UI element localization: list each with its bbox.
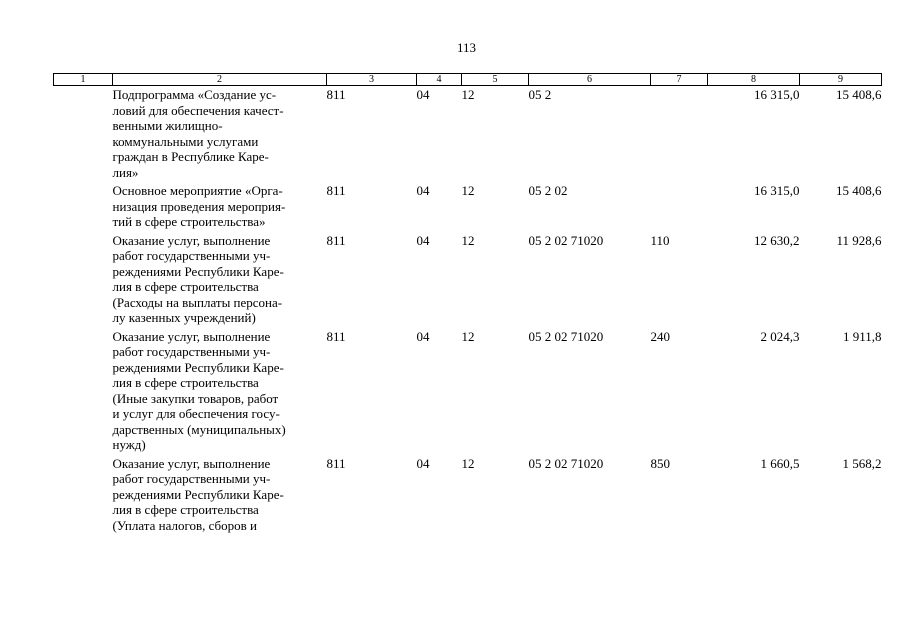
expense-type-code: 110 [650,232,670,248]
amount-col-8: 16 315,0 [754,183,800,198]
target-code: 05 2 02 71020 [528,328,604,344]
name-line: реждениями Республики Каре- [112,359,284,375]
name-line: работ государственными уч- [112,471,271,486]
name-line: лия» [112,164,139,180]
name-line: лия в сфере строительства [112,375,259,390]
ministry-code: 811 [326,183,346,198]
item-name [113,455,327,536]
name-line: лу казенных учреждений) [112,310,256,325]
ministry-code: 811 [326,87,346,102]
name-line: реждениями Республики Каре- [112,263,284,279]
expense-type-code [651,86,708,183]
subsection-code: 12 [461,232,475,248]
section-code: 04 [416,455,430,471]
name-line: ловий для обеспечения качест- [112,102,284,118]
column-header: 9 [800,74,882,86]
expense-type-code: 850 [650,455,670,471]
expense-type-code: 240 [650,328,670,344]
amount-col-8: 16 315,0 [754,87,800,102]
name-line: Оказание услуг, выполнение [112,328,271,344]
section-code: 04 [416,87,430,102]
amount-col-8: 1 660,5 [760,455,800,471]
amount-col-8: 2 024,3 [760,328,800,344]
target-code: 05 2 02 71020 [528,455,604,471]
table-row [54,86,882,183]
amount-col-9: 1 568,2 [842,455,882,471]
name-line: дарственных (муниципальных) [112,421,286,437]
name-line: (Расходы на выплаты персона- [112,294,283,310]
cell-blank [54,182,113,232]
section-code: 04 [416,183,430,198]
name-line: Оказание услуг, выполнение [112,232,271,248]
name-line: коммунальными услугами [112,133,259,149]
ministry-code: 811 [326,232,346,248]
name-line: лия в сфере строительства [112,502,259,517]
column-header: 1 [54,74,113,86]
name-line: реждениями Республики Каре- [112,486,284,502]
cell-blank [54,232,113,328]
target-code: 05 2 [528,87,552,102]
budget-table [53,73,882,535]
section-code: 04 [416,232,430,248]
cell-blank [54,328,113,455]
header-row [54,74,882,86]
target-code: 05 2 02 71020 [528,232,604,248]
amount-col-9: 15 408,6 [836,87,882,102]
name-line: (Уплата налогов, сборов и [112,517,257,533]
ministry-code: 811 [326,328,346,344]
section-code: 04 [416,328,430,344]
table-row [54,232,882,328]
subsection-code: 12 [461,183,475,198]
expense-type-code [651,182,708,232]
ministry-code: 811 [326,455,346,471]
subsection-code: 12 [461,455,475,471]
subsection-code: 12 [461,328,475,344]
name-line: Основное мероприятие «Орга- [112,183,283,198]
column-header: 8 [708,74,800,86]
page-number: 113 [456,40,477,55]
column-header: 3 [327,74,417,86]
column-header: 4 [417,74,462,86]
name-line: нужд) [112,437,146,452]
amount-col-9: 11 928,6 [836,232,882,248]
column-header: 6 [529,74,651,86]
name-line: Оказание услуг, выполнение [112,455,271,471]
amount-col-9: 1 911,8 [842,328,882,344]
column-header: 7 [651,74,708,86]
cell-blank [54,455,113,536]
name-line: венными жилищно- [112,118,223,133]
item-name [113,232,327,328]
name-line: тий в сфере строительства» [112,214,266,229]
column-header: 5 [462,74,529,86]
name-line: работ государственными уч- [112,344,271,359]
name-line: Подпрограмма «Создание ус- [112,87,277,102]
name-line: (Иные закупки товаров, работ [112,390,279,406]
name-line: и услуг для обеспечения госу- [112,406,280,421]
table-row [54,455,882,536]
item-name [113,86,327,183]
item-name [113,182,327,232]
item-name [113,328,327,455]
name-line: низация проведения мероприя- [112,198,286,214]
name-line: граждан в Республике Каре- [112,149,269,164]
table-row [54,328,882,455]
amount-col-8: 12 630,2 [754,232,800,248]
name-line: работ государственными уч- [112,248,271,263]
cell-blank [54,86,113,183]
table-row [54,182,882,232]
subsection-code: 12 [461,87,475,102]
name-line: лия в сфере строительства [112,279,259,294]
column-header: 2 [113,74,327,86]
amount-col-9: 15 408,6 [836,183,882,198]
target-code: 05 2 02 [528,183,568,198]
